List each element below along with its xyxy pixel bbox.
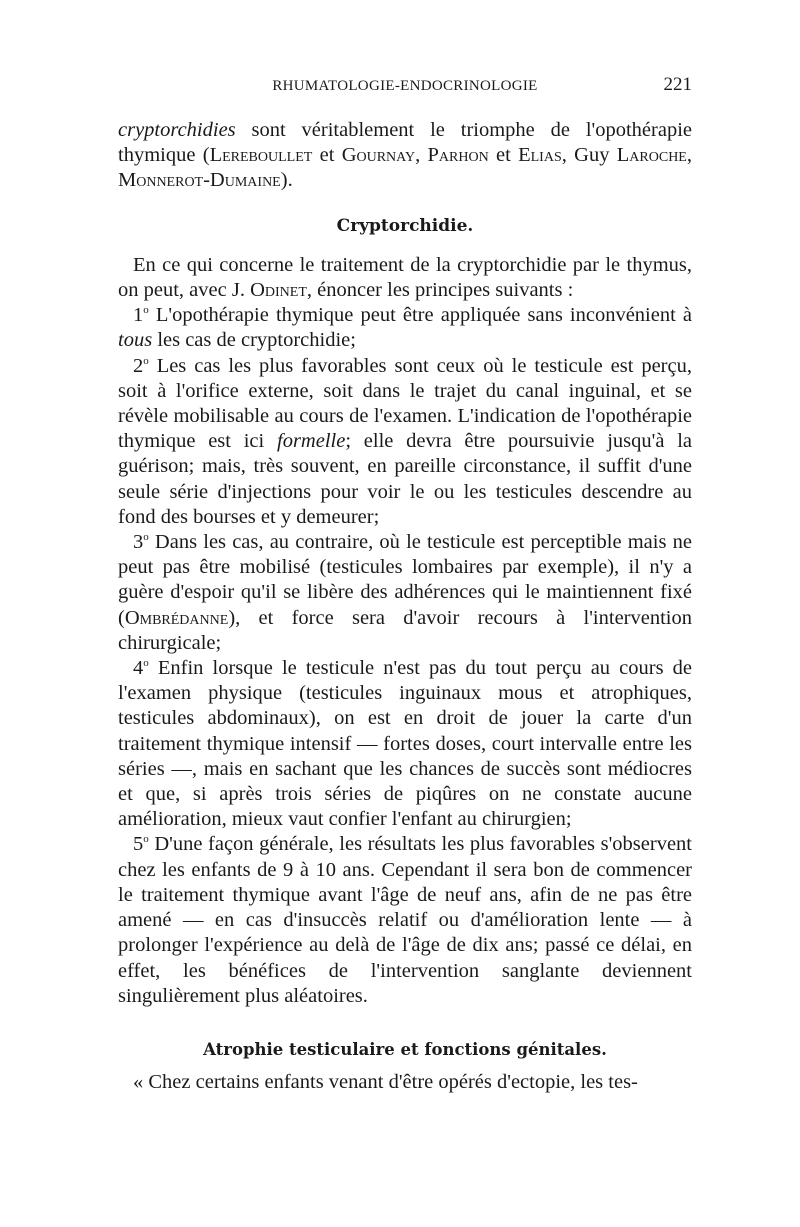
principle-item-2 [118, 354, 692, 530]
paragraph-text: , énoncer les principes suivants : [306, 279, 574, 302]
ordinal-mark: o [143, 354, 149, 367]
intro-italic-term: cryptorchidies [118, 119, 236, 141]
paragraph-text: Les cas les plus favorables sont ceux où le testicule est perçu, soit à l'orifice externe, soit dans le trajet du canal inguinal, et se révèle mobilisable au cours de l'examen. L'indication de l'opothérapie thymique est ici [118, 354, 692, 453]
running-head-title: RHUMATOLOGIE-ENDOCRINOLOGIE [272, 78, 538, 94]
intro-text: sont véritablement le triomphe de l'opothérapie thymique ( [118, 119, 692, 167]
paragraph-text: D'une façon générale, les résultats les plus favorables s'observent chez les enfants de 9 à 10 ans. Cependant il sera bon de commencer le traitement thymique avant l'âge de neuf ans, afin de ne pas être amené — en cas d'insuccès relatif ou d'amélioration lente — à prolonger l'expérience au delà de l'âge de dix ans; passé ce délai, en effet, les bénéfices de l'intervention sanglante deviennent singulièrement plus aléatoires. [118, 833, 692, 1007]
separator: et [312, 144, 342, 167]
emphasis-word: formelle [277, 430, 346, 453]
principle-item-1 [118, 303, 692, 353]
author-name: Laroche [616, 144, 687, 167]
quote-paragraph: « Chez certains enfants venant d'être opérés d'ectopie, les tes- [133, 1071, 638, 1094]
ordinal-mark: o [143, 304, 149, 317]
ordinal-mark: o [143, 833, 149, 846]
intro-paragraph [118, 118, 692, 194]
separator: , [686, 144, 692, 167]
section-heading-atrophie: Atrophie testiculaire et fonctions génitales. [203, 1039, 607, 1059]
paragraph-text: ), et force sera d'avoir recours à l'intervention chirurgicale; [118, 606, 692, 654]
author-name: Gournay [341, 144, 416, 167]
author-name: Ombrédanne [124, 606, 229, 629]
paragraph-text: Enfin lorsque le testicule n'est pas du tout perçu au cours de l'examen physique (testicules inguinaux mous et atrophiques, testicules abdominaux), on est en droit de jouer la carte d'un traitement thymique intensif — fortes doses, court intervalle entre les séries —, mais en sachant que les chances de succès sont médiocres et que, si après trois séries de piqûres on ne constate aucune amélioration, mieux vaut confier l'enfant au chirurgien; [118, 657, 692, 831]
ordinal-mark: o [143, 531, 149, 544]
item-number: 3 [133, 531, 144, 554]
item-number: 1 [133, 304, 144, 327]
section-intro-paragraph [118, 253, 692, 303]
paragraph-text: L'opothérapie thymique peut être appliquée sans inconvénient à [148, 304, 692, 327]
body-text [118, 118, 692, 1095]
separator: et [488, 144, 519, 167]
section-heading-cryptorchidie: Cryptorchidie. [336, 215, 474, 236]
item-number: 2 [133, 354, 144, 377]
running-head [118, 70, 692, 100]
paragraph-text: Dans les cas, au contraire, où le testicule est perceptible mais ne peut pas être mobilisé (testicules lombaires par exemple), il n'y a guère d'espoir qu'il se libère des adhérences qui le maintiennent fixé ( [118, 531, 692, 629]
author-name: Odinet [250, 279, 307, 302]
principle-item-4 [118, 656, 692, 832]
page-number: 221 [663, 74, 692, 95]
ordinal-mark: o [143, 657, 149, 670]
author-name: Lereboullet [209, 144, 313, 167]
paragraph-text: les cas de cryptorchidie; [152, 329, 356, 352]
principle-item-3 [118, 530, 692, 656]
emphasis-word: tous [118, 329, 153, 352]
paragraph-text: ; elle devra être poursuivie jusqu'à la guérison; mais, très souvent, en pareille circonstance, il suffit d'une seule série d'injections pour voir le ou les testicules descendre au fond des bourses et y demeurer; [118, 430, 692, 528]
intro-end: ). [280, 169, 293, 192]
author-name: Monnerot-Dumaine [118, 169, 281, 192]
separator: , Guy [561, 144, 617, 167]
item-number: 5 [133, 833, 144, 856]
principle-item-5 [118, 832, 692, 1008]
item-number: 4 [133, 657, 144, 680]
author-name: Parhon [427, 144, 489, 167]
author-name: Elias [518, 144, 562, 167]
separator: , [415, 144, 428, 167]
paragraph-text: En ce qui concerne le traitement de la cryptorchidie par le thymus, on peut, avec J. [118, 253, 692, 302]
